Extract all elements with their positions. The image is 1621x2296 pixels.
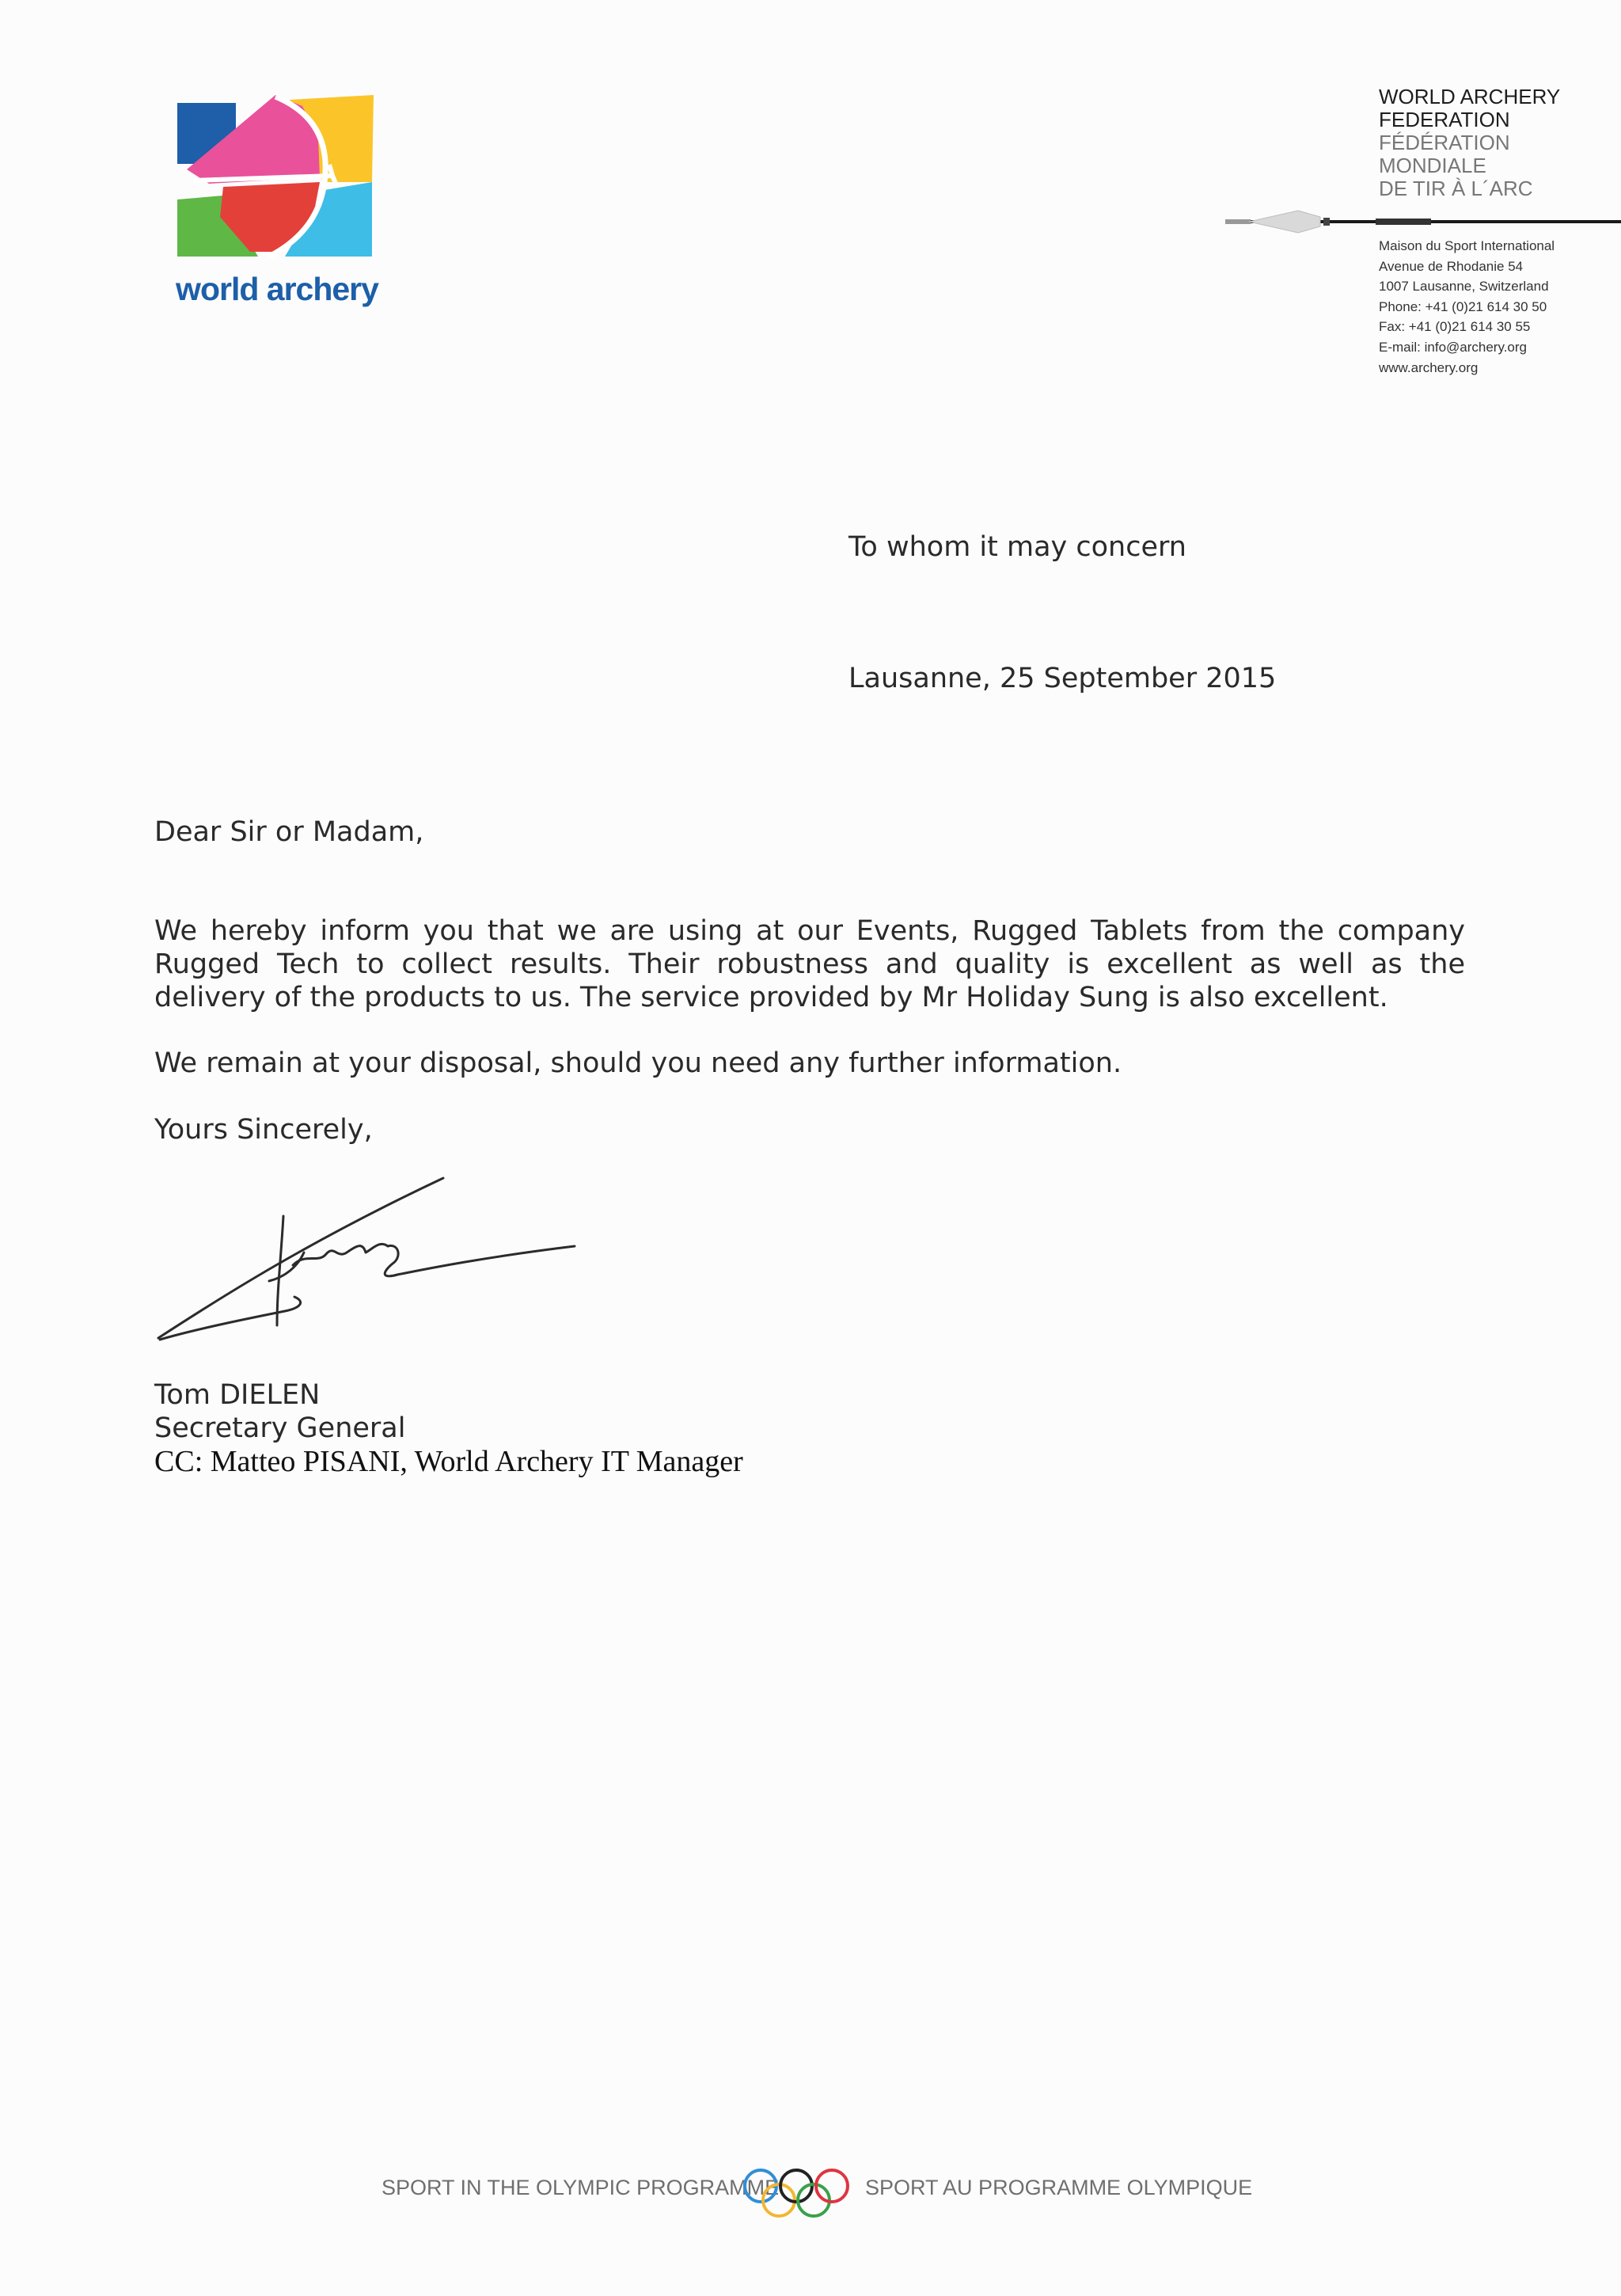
salutation: Dear Sir or Madam,: [154, 816, 424, 848]
closing: Yours Sincerely,: [154, 1114, 373, 1146]
cc-line: CC: Matteo PISANI, World Archery IT Manager: [154, 1445, 743, 1478]
fax-line: Fax: +41 (0)21 614 30 55: [1379, 319, 1531, 335]
email-line: E-mail: info@archery.org: [1379, 339, 1527, 355]
body-paragraph-1: We hereby inform you that we are using at our Events, Rugged Tablets from the company Rugged Tech to collect results. Their robustness and quality is excellent as well as the delivery of the products to us. The service provided by Mr Holiday Sung is also excellent.: [154, 915, 1465, 1013]
website-line: www.archery.org: [1379, 359, 1479, 375]
name-en-line-2: FEDERATION: [1379, 108, 1510, 131]
address-line: Avenue de Rhodanie 54: [1379, 258, 1524, 274]
name-fr-line-1: FÉDÉRATION: [1379, 131, 1510, 154]
handwritten-signature: [150, 1170, 586, 1349]
date-line: Lausanne, 25 September 2015: [848, 663, 1277, 694]
olympic-rings-icon: [740, 2165, 851, 2222]
footer-english: SPORT IN THE OLYMPIC PROGRAMME: [382, 2176, 780, 2199]
body-paragraph-2: We remain at your disposal, should you need any further information.: [154, 1047, 1122, 1079]
address-line: Maison du Sport International: [1379, 238, 1555, 253]
signer-name: Tom DIELEN: [154, 1379, 321, 1411]
federation-address: [1379, 236, 1555, 378]
footer-french: SPORT AU PROGRAMME OLYMPIQUE: [865, 2176, 1253, 2199]
federation-name: [1379, 86, 1560, 200]
name-fr-line-3: DE TIR À L´ARC: [1379, 177, 1533, 200]
signer-title: Secretary General: [154, 1412, 406, 1444]
phone-line: Phone: +41 (0)21 614 30 50: [1379, 298, 1547, 314]
address-line: 1007 Lausanne, Switzerland: [1379, 279, 1549, 295]
logo-wordmark: world archery: [176, 271, 378, 307]
recipient-line: To whom it may concern: [848, 531, 1186, 563]
name-fr-line-2: MONDIALE: [1379, 154, 1486, 177]
name-en-line-1: WORLD ARCHERY: [1379, 85, 1561, 108]
arrow-icon: [1225, 203, 1621, 241]
